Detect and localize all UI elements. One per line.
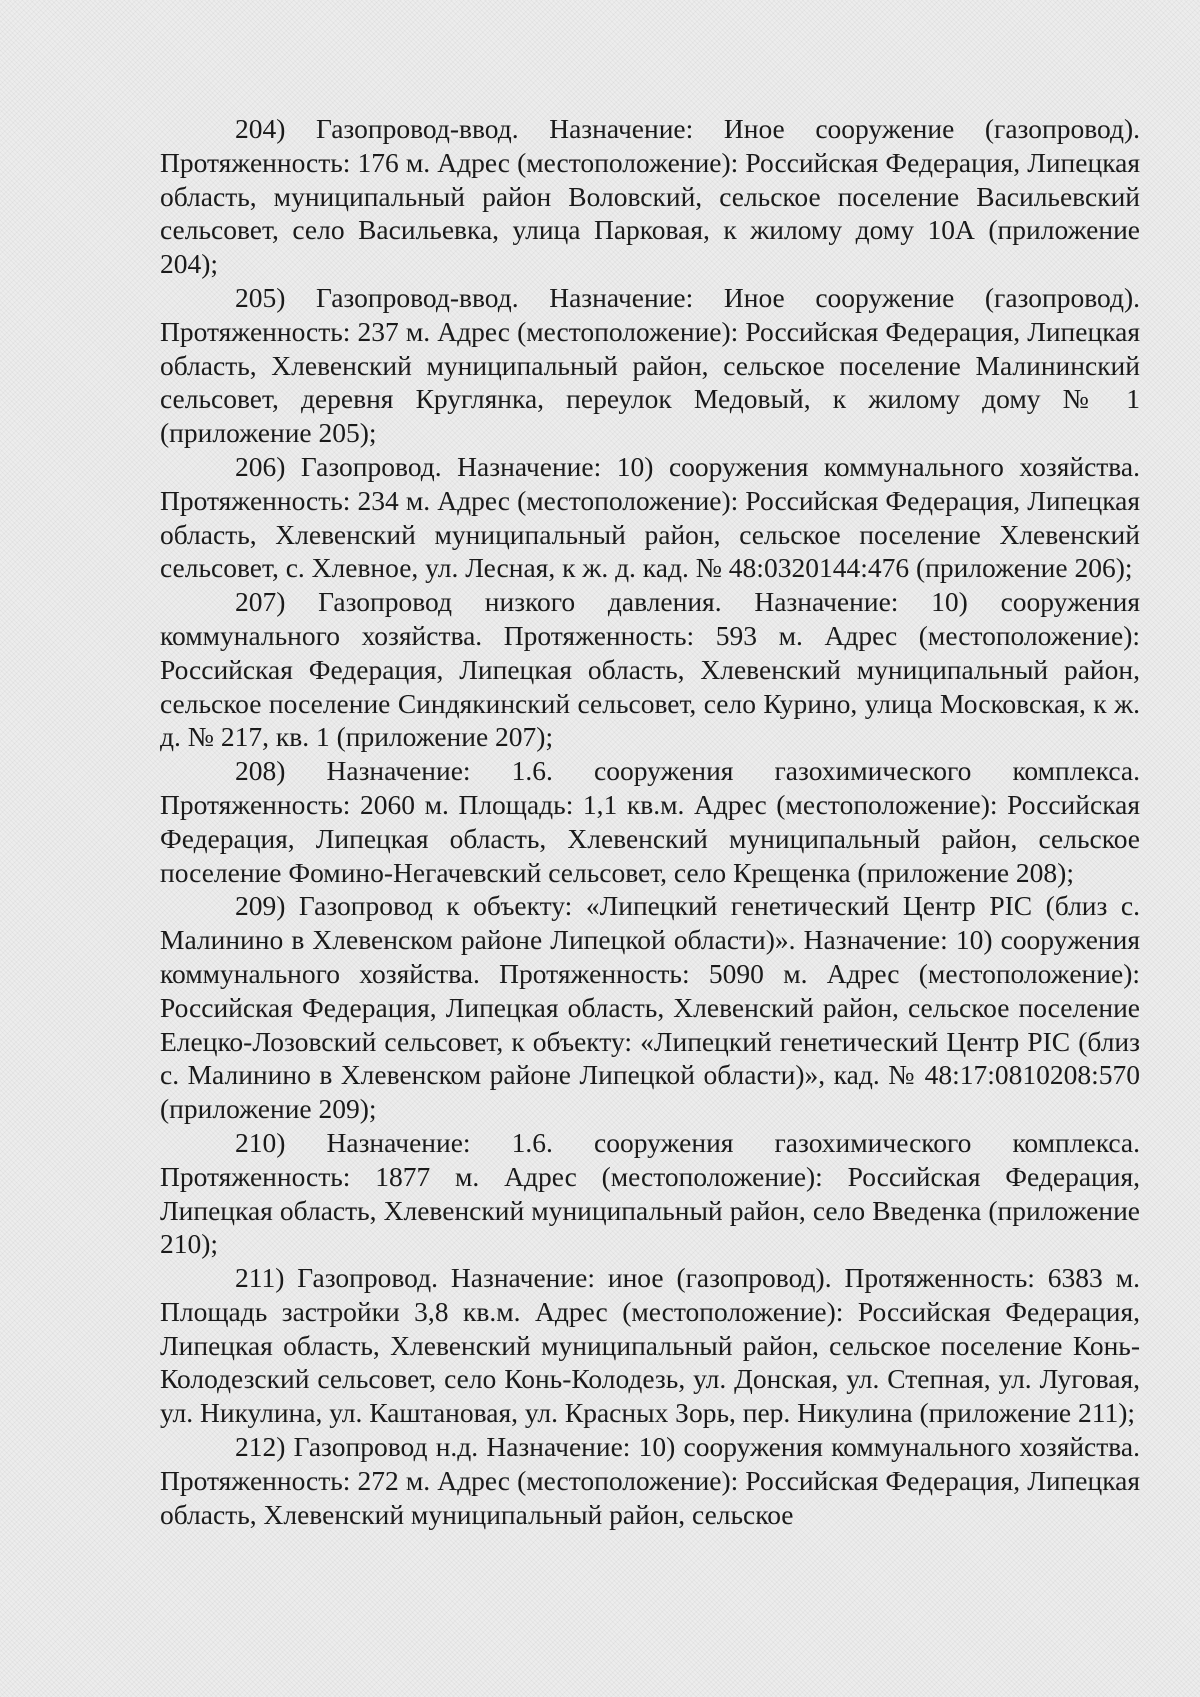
paragraph-item-205: 205) Газопровод-ввод. Назначение: Иное сооружение (газопровод). Протяженность: 237 м. Адрес (местоположение): Российская Федерация, Липецкая область, Хлевенский муниципальный район, сельское поселение Малининский сельсовет, деревня Круглянка, переулок Медовый, к жилому дому № 1 (приложение 205); [160, 281, 1140, 449]
paragraph-item-207: 207) Газопровод низкого давления. Назначение: 10) сооружения коммунального хозяйства. Протяженность: 593 м. Адрес (местоположение): Российская Федерация, Липецкая область, Хлевенский муниципальный район, сельское поселение Синдякинский сельсовет, село Курино, улица Московская, к ж. д. № 217, кв. 1 (приложение 207); [160, 586, 1140, 753]
paragraph-item-209: 209) Газопровод к объекту: «Липецкий генетический Центр PIC (близ с. Малинино в Хлевенском районе Липецкой области)». Назначение: 10) сооружения коммунального хозяйства. Протяженность: 5090 м. Адрес (местоположение): Российская Федерация, Липецкая область, Хлевенский район, сельское поселение Елецко-Лозовский сельсовет, к объекту: «Липецкий генетический Центр PIC (близ с. Малинино в Хлевенском районе Липецкой области)», кад. № 48:17:0810208:570 (приложение 209); [160, 890, 1140, 1125]
document-body [160, 112, 1140, 1531]
paragraph-item-210: 210) Назначение: 1.6. сооружения газохимического комплекса. Протяженность: 1877 м. Адрес (местоположение): Российская Федерация, Липецкая область, Хлевенский муниципальный район, село Введенка (приложение 210); [160, 1126, 1140, 1260]
paragraph-item-206: 206) Газопровод. Назначение: 10) сооружения коммунального хозяйства. Протяженность: 234 м. Адрес (местоположение): Российская Федерация, Липецкая область, Хлевенский муниципальный район, сельское поселение Хлевенский сельсовет, с. Хлевное, ул. Лесная, к ж. д. кад. № 48:0320144:476 (приложение 206); [160, 450, 1140, 584]
paragraph-item-208: 208) Назначение: 1.6. сооружения газохимического комплекса. Протяженность: 2060 м. Площадь: 1,1 кв.м. Адрес (местоположение): Российская Федерация, Липецкая область, Хлевенский муниципальный район, сельское поселение Фомино-Негачевский сельсовет, село Крещенка (приложение 208); [160, 755, 1140, 888]
paragraph-item-211: 211) Газопровод. Назначение: иное (газопровод). Протяженность: 6383 м. Площадь застройки 3,8 кв.м. Адрес (местоположение): Российская Федерация, Липецкая область, Хлевенский муниципальный район, сельское поселение Конь-Колодезский сельсовет, село Конь-Колодезь, ул. Донская, ул. Степная, ул. Луговая, ул. Никулина, ул. Каштановая, ул. Красных Зорь, пер. Никулина (приложение 211); [160, 1262, 1140, 1429]
paragraph-item-204: 204) Газопровод-ввод. Назначение: Иное сооружение (газопровод). Протяженность: 176 м. Адрес (местоположение): Российская Федерация, Липецкая область, муниципальный район Воловский, сельское поселение Васильевский сельсовет, село Васильевка, улица Парковая, к жилому дому 10А (приложение 204); [160, 113, 1140, 280]
paragraph-item-212: 212) Газопровод н.д. Назначение: 10) сооружения коммунального хозяйства. Протяженность: 272 м. Адрес (местоположение): Российская Федерация, Липецкая область, Хлевенский муниципальный район, сельское [160, 1431, 1140, 1530]
